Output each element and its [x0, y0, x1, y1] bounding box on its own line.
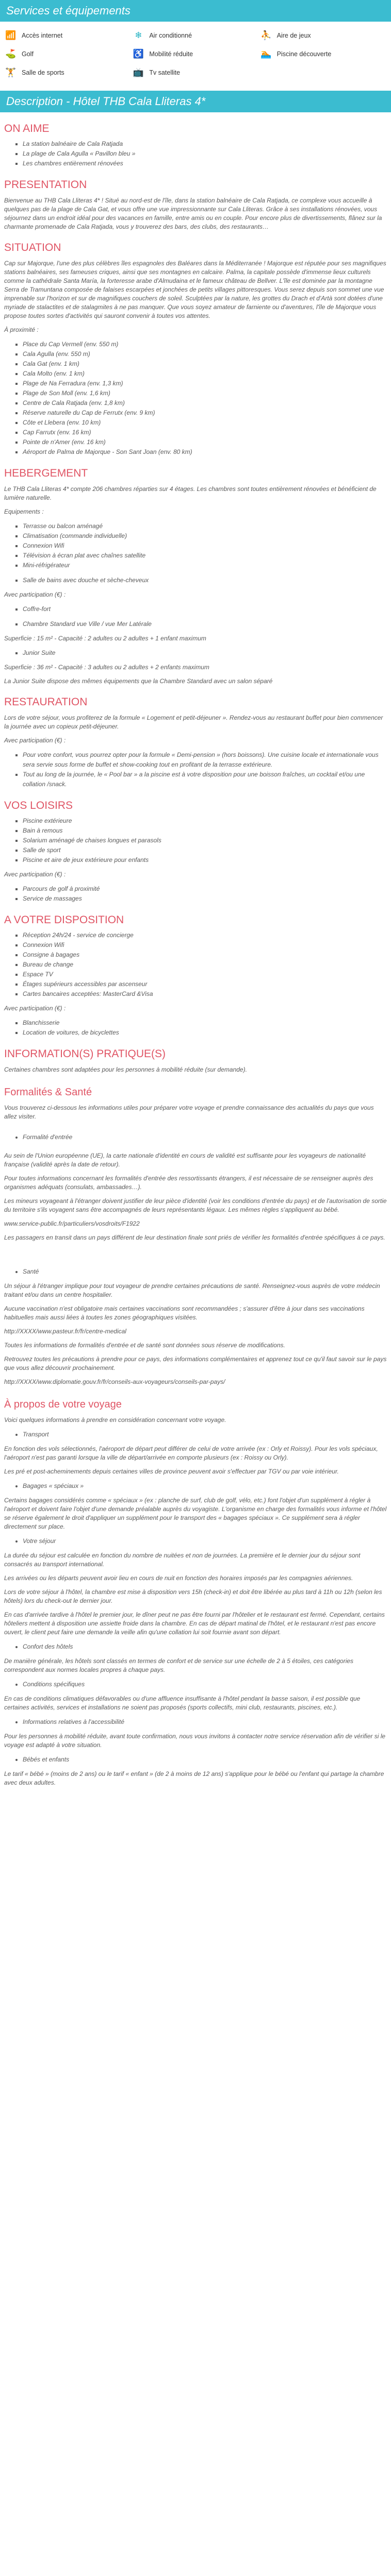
list-item: ▪ Service de massages [23, 894, 387, 904]
vaccination-text: Aucune vaccination n'est obligatoire mais certaines vaccinations sont recommandées ; s'assurer d'être à jour dans ses vaccinations habituelles mais aussi liées à toutes les zones géographiques visitées. [4, 1305, 365, 1321]
hebergement-text: Le THB Cala Lliteras 4* compte 206 chambres réparties sur 4 étages. Les chambres sont toutes entièrement rénovées et bénéficient de lumière naturelle. [4, 485, 377, 501]
list-item: ▪ Cartes bancaires acceptées: MasterCard &Visa [23, 989, 387, 999]
loisirs-participation-list [4, 884, 387, 904]
conditions-bullet [4, 1680, 387, 1689]
list-item: ▪ La station balnéaire de Cala Ratjada [23, 139, 387, 149]
list-item: ▪ Piscine extérieure [23, 816, 387, 826]
list-item: ▪ Cala Agulla (env. 550 m) [23, 349, 387, 359]
junior-note: La Junior Suite dispose des mêmes équipements que la Chambre Standard avec un salon séparé [4, 677, 273, 685]
formalites-etrangers: Pour toutes informations concernant les formalités d'entrée des ressortissants étrangers, il est nécessaire de se renseigner auprès des organismes adéquats (consulats, ambassades…). [4, 1175, 373, 1191]
list-item: ▪ Salle de bains avec douche et sèche-cheveux [23, 575, 387, 585]
restauration-title: RESTAURATION [4, 696, 88, 708]
description-banner: Description - Hôtel THB Cala Lliteras 4* [0, 91, 391, 112]
sejour-bullet [4, 1536, 387, 1546]
list-item: ▪ Réception 24h/24 - service de concierge [23, 930, 387, 940]
list-item: ▪ Location de voitures, de bicyclettes [23, 1028, 387, 1038]
proximite-label: À proximité : [4, 326, 39, 333]
confort-bullet [4, 1642, 387, 1652]
formalites-transit: Les passagers en transit dans un pays différent de leur destination finale sont priés de vérifier les formalités d'entrée spécifiques à ce pays. [4, 1234, 385, 1241]
disposition-title: A VOTRE DISPOSITION [4, 914, 124, 926]
service-item [132, 47, 259, 61]
bagages-text: Certains bagages considérés comme « spéciaux » (ex : planche de surf, club de golf, vélo, etc.) font l'objet d'un supplément à régler à l'aéroport et doivent faire l'objet d'une demande préalable auprès du voyagiste. L'organisme en charge des formalités vous informe et l'hôtel se réserve également le droit d'appliquer un supplément pour le transport des « bagages spéciaux ». Ce supplément sera à régler directement sur place. [4, 1497, 387, 1530]
list-item: ▪ Place du Cap Vermell (env. 550 m) [23, 340, 387, 349]
list-item: ▪ Centre de Cala Ratjada (env. 1,8 km) [23, 398, 387, 408]
participation-label: Avec participation (€) : [4, 1005, 66, 1012]
formalites-mineurs: Les mineurs voyageant à l'étranger doivent justifier de leur pièce d'identité (voir les conditions d'entrée du pays) et de l'autorisation de sortie du territoire s'ils voyagent sans être accompagnés de leurs représentants légaux. Les mêmes règles s'appliquent au bébé. [4, 1197, 387, 1213]
list-item: • Confort des hôtels [23, 1642, 387, 1652]
formalites-entree-bullet [4, 1132, 387, 1142]
loisirs-list [4, 816, 387, 865]
hebergement-title: HEBERGEMENT [4, 467, 88, 479]
participation-label: Avec participation (€) : [4, 591, 66, 598]
list-item: ▪ Salle de sport [23, 845, 387, 855]
restauration-list [4, 750, 387, 789]
list-item: ▪ Connexion Wifi [23, 541, 387, 551]
pratiques-title: INFORMATION(S) PRATIQUE(S) [4, 1048, 166, 1060]
list-item: ▪ Piscine et aire de jeux extérieure pour enfants [23, 855, 387, 865]
presentation-text: Bienvenue au THB Cala Lliteras 4* ! Situé au nord-est de l'île, dans la station balnéaire de Cala Ratjada, ce complexe vous accueille à quelques pas de la plage de Cala Gat, et vous offre une vue impressionnante sur Cala Lliteras. Grâce à ses installations rénovées, vous séjournez dans un endroit idéal pour des vacances en famille, entre amis ou en couple. Pour encore plus de divertissements, flânez sur la charmante promenade de Cala Ratjada, vous y trouverez des bars, des clubs, des restaurants… [4, 197, 382, 230]
list-item: ▪ Connexion Wifi [23, 940, 387, 950]
list-item: ▪ Cap Farrutx (env. 16 km) [23, 428, 387, 437]
list-item: ▪ Bain à remous [23, 826, 387, 836]
service-item [259, 47, 387, 61]
list-item: ▪ Côte et Llebera (env. 10 km) [23, 418, 387, 428]
pratiques-text: Certaines chambres sont adaptées pour les personnes à mobilité réduite (sur demande). [4, 1066, 247, 1073]
sejour-checkin: Lors de votre séjour à l'hôtel, la chambre est mise à disposition vers 15h (check-in) et doit être libérée au plus tard à 11h ou 12h (selon les hôtels) lors du check-out le dernier jour. [4, 1588, 382, 1604]
list-item: ▪ Coffre-fort [23, 604, 387, 614]
list-item: • Transport [23, 1430, 387, 1439]
list-item: ▪ Pour votre confort, vous pourrez opter pour la formule « Demi-pension » (hors boissons). Une cuisine locale et internationale vous sera servie sous forme de buffet et show-cooking tout en profitant de la terrasse extérieure. [23, 750, 387, 770]
disposition-list [4, 930, 387, 999]
confort-text: De manière générale, les hôtels sont classés en termes de confort et de service sur une échelle de 2 à 5 étoiles, ces catégories correspondent aux normes locales propres à chaque pays. [4, 1657, 354, 1673]
list-item: ▪ Cala Molto (env. 1 km) [23, 369, 387, 379]
list-item: ▪ Junior Suite [23, 648, 387, 658]
list-item: ▪ Espace TV [23, 970, 387, 979]
formalites-title: Formalités & Santé [4, 1087, 92, 1098]
spacer [4, 1247, 387, 1263]
sejour-horaires: Les arrivées ou les départs peuvent avoir lieu en cours de nuit en fonction des horaires imposés par les compagnies aériennes. [4, 1574, 353, 1582]
situation-text: Cap sur Majorque, l'une des plus célèbres îles espagnoles des Baléares dans la Méditerranée ! Majorque est réputée pour ses magnifiques stations balnéaires, ses fameuses criques, ainsi que ses montagnes en calcaire. Palma, la capitale possède d'immense lieux culturels comme la cathédrale Santa María, la forteresse arabe d'Almudaina et le fameux château de Bellver. L'île est dominée par la montagne Serra de Tramuntana composée de falaises escarpées et jonchées de petits villages pittoresques. Vous serez depuis son sommet une vue imprenable sur l'horizon et sur de magnifiques couchers de soleil. Sculptées par la nature, les grottes du Drach et d'Artà sont dotées d'une myriade de stalactites et de stalagmites à ne pas manquer. Que vous soyez amateur de farniente ou d'aventures, l'île de Majorque vous propose toutes sortes d'activités qui sauront convenir à toutes vos attentes. [4, 260, 386, 319]
formalites-precautions: Retrouvez toutes les précautions à prendre pour ce pays, des informations complémentaires et apprenez tout ce qu'il faut savoir sur le pays que vous allez découvrir prochainement. [4, 1355, 387, 1371]
list-item: ▪ Solarium aménagé de chaises longues et parasols [23, 836, 387, 845]
services-grid [0, 22, 391, 83]
sejour-arrivee-tardive: En cas d'arrivée tardive à l'hôtel le premier jour, le dîner peut ne pas être fourni par l'hôtelier et le restaurant est fermé. Cependant, certains hôteliers mettent à disposition une assiette froide dans la chambre. En cas de départ matinal de l'hôtel, et le restaurant n'est pas encore ouvert, le client peut faire une demande la veille afin qu'une collation lui soit fournie avant son départ. [4, 1611, 385, 1636]
list-item: ▪ Blanchisserie [23, 1018, 387, 1028]
accessibilite-bullet [4, 1717, 387, 1727]
formalites-intro: Vous trouverez ci-dessous les informations utiles pour préparer votre voyage et prendre connaissance des actualités du pays que vous allez visiter. [4, 1104, 374, 1120]
situation-title: SITUATION [4, 242, 61, 253]
bebes-bullet [4, 1755, 387, 1765]
services-banner: Services et équipements [0, 0, 391, 22]
conditions-text: En cas de conditions climatiques défavorables ou d'une affluence insuffisante à l'hôtel pendant la basse saison, il est possible que certaines activités, services et installations ne soient pas proposés (sports collectifs, mini club, restaurants, piscines, etc.). [4, 1695, 361, 1711]
list-item: ▪ Climatisation (commande individuelle) [23, 531, 387, 541]
list-item: ▪ Parcours de golf à proximité [23, 884, 387, 894]
service-label: Air conditionné [149, 32, 192, 39]
apropos-intro: Voici quelques informations à prendre en considération concernant votre voyage. [4, 1416, 226, 1423]
equipements-list [4, 521, 387, 570]
list-item: ▪ Mini-réfrigérateur [23, 561, 387, 570]
list-item: ▪ Chambre Standard vue Ville / vue Mer Latérale [23, 619, 387, 629]
loisirs-title: VOS LOISIRS [4, 800, 73, 811]
list-item: ▪ Terrasse ou balcon aménagé [23, 521, 387, 531]
wifi-icon: 📶 [5, 30, 17, 40]
service-item [4, 29, 132, 42]
service-item [132, 66, 259, 79]
participation-label: Avec participation (€) : [4, 871, 66, 878]
on-aime-title: ON AIME [4, 123, 50, 134]
wheelchair-icon: ♿ [133, 49, 144, 59]
list-item: ▪ Plage de Na Ferradura (env. 1,3 km) [23, 379, 387, 388]
service-public-link[interactable]: www.service-public.fr/particuliers/vosdroits/F1922 [4, 1220, 140, 1227]
list-item: • Bébés et enfants [23, 1755, 387, 1765]
list-item: • Bagages « spéciaux » [23, 1481, 387, 1491]
room-type-list [4, 619, 387, 629]
list-item: ▪ Réserve naturelle du Cap de Ferrutx (env. 9 km) [23, 408, 387, 418]
service-label: Salle de sports [22, 69, 64, 76]
restauration-text: Lors de votre séjour, vous profiterez de la formule « Logement et petit-déjeuner ». Rendez-vous au restaurant buffet pour bien commencer la journée avec un copieux petit-déjeuner. [4, 714, 383, 730]
sante-text: Un séjour à l'étranger implique pour tout voyageur de prendre certaines précautions de santé. Renseignez-vous auprès de votre médecin traitant et/ou dans un centre hospitalier. [4, 1282, 380, 1298]
participation-list [4, 604, 387, 614]
playground-icon: ⛹ [260, 30, 272, 40]
list-item: ▪ Tout au long de la journée, le « Pool bar » a la piscine est à votre disposition pour une boisson fraîches, un cocktail et/ou une collation /snack. [23, 770, 387, 789]
list-item: ▪ Télévision à écran plat avec chaînes satellite [23, 551, 387, 561]
service-label: Mobilité réduite [149, 50, 193, 58]
formalites-reserve: Toutes les informations de formalités d'entrée et de santé sont données sous réserve de modifications. [4, 1342, 285, 1349]
equipements-list-2 [4, 575, 387, 585]
list-item: ▪ Les chambres entièrement rénovées [23, 159, 387, 168]
list-item: • Santé [23, 1267, 387, 1277]
list-item: ▪ Étages supérieurs accessibles par ascenseur [23, 979, 387, 989]
equipements-label: Equipements : [4, 508, 44, 515]
service-label: Golf [22, 50, 34, 58]
golf-icon: ⛳ [5, 49, 17, 59]
service-label: Piscine découverte [276, 50, 332, 58]
list-item: • Formalité d'entrée [23, 1132, 387, 1142]
service-item [132, 29, 259, 42]
participation-label: Avec participation (€) : [4, 737, 66, 744]
on-aime-list [4, 139, 387, 168]
proximite-list [4, 340, 387, 457]
pasteur-link[interactable]: http://XXXX/www.pasteur.fr/fr/centre-medical [4, 1328, 126, 1335]
service-item [4, 66, 132, 79]
tv-icon: 📺 [133, 67, 144, 77]
bebes-text: Le tarif « bébé » (moins de 2 ans) ou le tarif « enfant » (de 2 à moins de 12 ans) s'applique pour le bébé ou l'enfant qui partage la chambre avec deux adultes. [4, 1770, 384, 1786]
dumbbell-icon: 🏋 [5, 67, 17, 77]
service-label: Tv satellite [149, 69, 181, 76]
sante-bullet [4, 1267, 387, 1277]
list-item: • Votre séjour [23, 1536, 387, 1546]
superficie-junior: Superficie : 36 m² - Capacité : 3 adultes ou 2 adultes + 2 enfants maximum [4, 664, 209, 671]
list-item: • Informations relatives à l'accessibilité [23, 1717, 387, 1727]
bagages-bullet [4, 1481, 387, 1491]
junior-list [4, 648, 387, 658]
description-content [0, 123, 391, 1803]
service-item [4, 47, 132, 61]
formalites-ue: Au sein de l'Union européenne (UE), la carte nationale d'identité en cours de validité est suffisante pour les voyageurs de nationalité française (validité après la date de retour). [4, 1152, 366, 1168]
presentation-title: PRESENTATION [4, 179, 87, 191]
superficie-standard: Superficie : 15 m² - Capacité : 2 adultes ou 2 adultes + 1 enfant maximum [4, 635, 206, 642]
snowflake-icon: ❄ [135, 30, 142, 40]
service-label: Accès internet [22, 32, 63, 39]
list-item: ▪ Cala Gat (env. 1 km) [23, 359, 387, 369]
list-item: ▪ Pointe de n'Amer (env. 16 km) [23, 437, 387, 447]
transport-acheminements: Les pré et post-acheminements depuis certaines villes de province peuvent avoir s'effectuer par TGV ou par voie intérieur. [4, 1468, 339, 1475]
service-item [259, 29, 387, 42]
list-item: ▪ Consigne à bagages [23, 950, 387, 960]
list-item: ▪ Plage de Son Moll (env. 1,6 km) [23, 388, 387, 398]
list-item: ▪ Aéroport de Palma de Majorque - Son Sant Joan (env. 80 km) [23, 447, 387, 457]
accessibilite-text: Pour les personnes à mobilité réduite, avant toute confirmation, nous vous invitons à contacter notre service réservation afin de vérifier si le voyage est adapté à votre situation. [4, 1733, 386, 1749]
service-label: Aire de jeux [276, 32, 311, 39]
diplomatie-link[interactable]: http://XXXX/www.diplomatie.gouv.fr/fr/conseils-aux-voyageurs/conseils-par-pays/ [4, 1378, 225, 1385]
sejour-duree: La durée du séjour est calculée en fonction du nombre de nuitées et non de journées. La première et le dernier jour du séjour sont consacrés au transport international. [4, 1552, 361, 1568]
transport-bullet [4, 1430, 387, 1439]
disposition-participation-list [4, 1018, 387, 1038]
pool-icon: 🏊 [260, 49, 272, 59]
list-item: ▪ La plage de Cala Agulla « Pavillon bleu » [23, 149, 387, 159]
list-item: • Conditions spécifiques [23, 1680, 387, 1689]
list-item: ▪ Bureau de change [23, 960, 387, 970]
apropos-title: À propos de votre voyage [4, 1399, 122, 1410]
transport-aeroport: En fonction des vols sélectionnés, l'aéroport de départ peut différer de celui de votre arrivée (ex : Orly et Roissy). Pour les vols spéciaux, l'aéroport n'est pas garanti lorsque la ville de départ/arrivée en comporte plusieurs (ex : Roissy ou Orly). [4, 1445, 378, 1461]
